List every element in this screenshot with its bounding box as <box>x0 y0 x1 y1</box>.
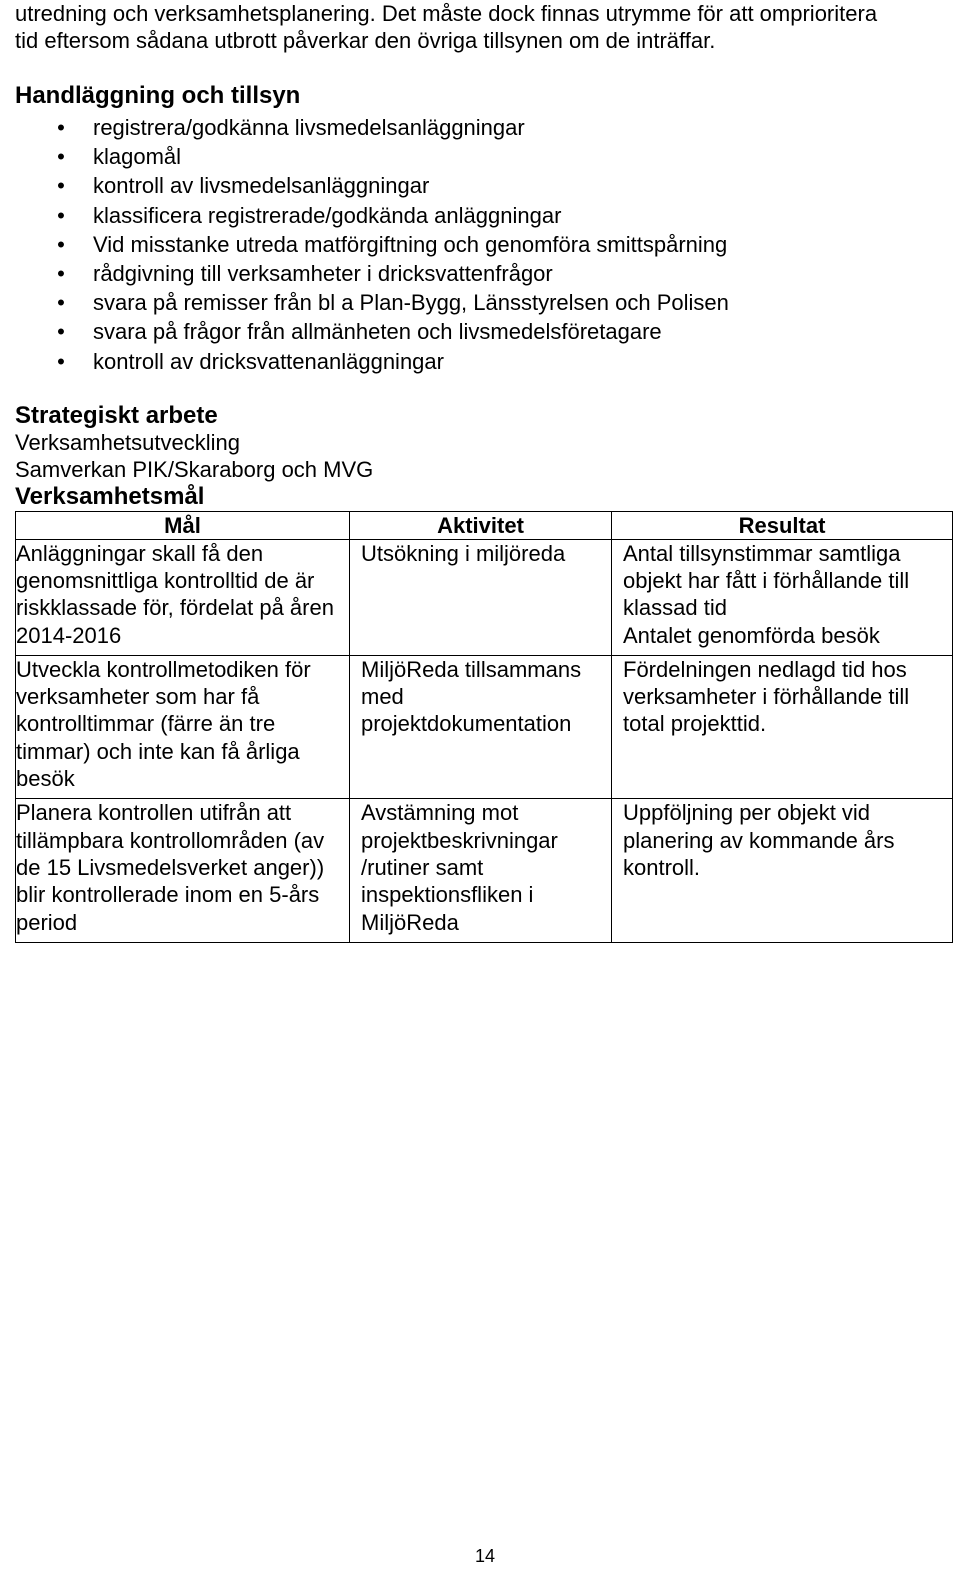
cell-text: MiljöReda tillsammans med projektdokumentation <box>361 656 582 737</box>
cell-text: Antal tillsynstimmar samtliga objekt har fått i förhållande till klassad tid <box>623 540 910 621</box>
cell-text: Antalet genomförda besök <box>623 622 880 648</box>
list-item <box>15 288 952 317</box>
bullet-icon: • <box>57 173 65 199</box>
table-cell-aktivitet <box>350 799 612 942</box>
table-row <box>16 539 953 655</box>
table-row <box>16 799 953 942</box>
bullet-icon: • <box>57 144 65 170</box>
list-item <box>15 317 952 346</box>
list-item-text: svara på remisser från bl a Plan-Bygg, Länsstyrelsen och Polisen <box>93 290 729 316</box>
bullet-icon: • <box>57 202 65 228</box>
list-item <box>15 113 952 142</box>
list-item-text: kontroll av dricksvattenanläggningar <box>93 348 444 374</box>
column-header-aktivitet: Aktivitet <box>350 511 612 539</box>
list-item-text: Vid misstanke utreda matförgiftning och genomföra smittspårning <box>93 231 728 257</box>
table-cell-mal <box>16 799 350 942</box>
intro-line-1: utredning och verksamhetsplanering. Det måste dock finnas utrymme för att omprioritera <box>15 1 878 26</box>
strategiskt-line-2: Samverkan PIK/Skaraborg och MVG <box>15 456 374 482</box>
cell-text: Avstämning mot projektbeskrivningar /rutiner samt inspektionsfliken i MiljöReda <box>361 800 558 935</box>
column-header-mal: Mål <box>16 511 350 539</box>
list-item-text: rådgivning till verksamheter i dricksvattenfrågor <box>93 260 553 286</box>
section-heading-strategiskt: Strategiskt arbete <box>15 401 218 429</box>
cell-text: Utsökning i miljöreda <box>361 540 566 566</box>
bullet-icon: • <box>57 348 65 374</box>
table-cell-resultat <box>612 655 953 798</box>
section-heading-handlaggning: Handläggning och tillsyn <box>15 82 301 109</box>
bullet-icon: • <box>57 290 65 316</box>
bullet-icon: • <box>57 231 65 257</box>
table-cell-aktivitet <box>350 539 612 655</box>
list-item <box>15 171 952 200</box>
bullet-icon: • <box>57 319 65 345</box>
intro-line-2: tid eftersom sådana utbrott påverkar den övriga tillsynen om de inträffar. <box>15 28 716 53</box>
column-header-resultat: Resultat <box>612 511 953 539</box>
handlaggning-list <box>15 113 952 376</box>
cell-text: Utveckla kontrollmetodiken för verksamheter som har få kontrolltimmar (färre än tre timmar) och inte kan få årliga besök <box>16 656 311 792</box>
list-item <box>15 259 952 288</box>
list-item <box>15 142 952 171</box>
table-row <box>16 655 953 798</box>
cell-text: Planera kontrollen utifrån att tillämpbara kontrollområden (av de 15 Livsmedelsverket anger)) blir kontrollerade inom en 5-års period <box>16 800 325 935</box>
bullet-icon: • <box>57 260 65 286</box>
list-item-text: kontroll av livsmedelsanläggningar <box>93 173 430 199</box>
table-cell-resultat <box>612 799 953 942</box>
cell-text: Anläggningar skall få den genomsnittliga kontrolltid de är riskklassade för, fördelat på åren 2014-2016 <box>16 540 334 648</box>
table-header-row <box>16 511 953 539</box>
document-page <box>15 0 952 943</box>
table-cell-mal <box>16 539 350 655</box>
goals-table <box>15 511 953 943</box>
list-item-text: klassificera registrerade/godkända anläggningar <box>93 202 562 228</box>
cell-text: Uppföljning per objekt vid planering av kommande års kontroll. <box>623 800 895 880</box>
strategiskt-line-1: Verksamhetsutveckling <box>15 429 240 455</box>
list-item <box>15 201 952 230</box>
list-item-text: svara på frågor från allmänheten och livsmedelsföretagare <box>93 319 662 345</box>
section-heading-verksamhetsmal: Verksamhetsmål <box>15 482 205 510</box>
list-item <box>15 347 952 376</box>
list-item-text: klagomål <box>93 144 182 170</box>
list-item <box>15 230 952 259</box>
page-number: 14 <box>474 1546 496 1566</box>
table-cell-mal <box>16 655 350 798</box>
table-cell-aktivitet <box>350 655 612 798</box>
list-item-text: registrera/godkänna livsmedelsanläggningar <box>93 115 525 140</box>
table-cell-resultat <box>612 539 953 655</box>
cell-text: Fördelningen nedlagd tid hos verksamheter i förhållande till total projekttid. <box>623 656 910 737</box>
bullet-icon: • <box>57 115 65 140</box>
